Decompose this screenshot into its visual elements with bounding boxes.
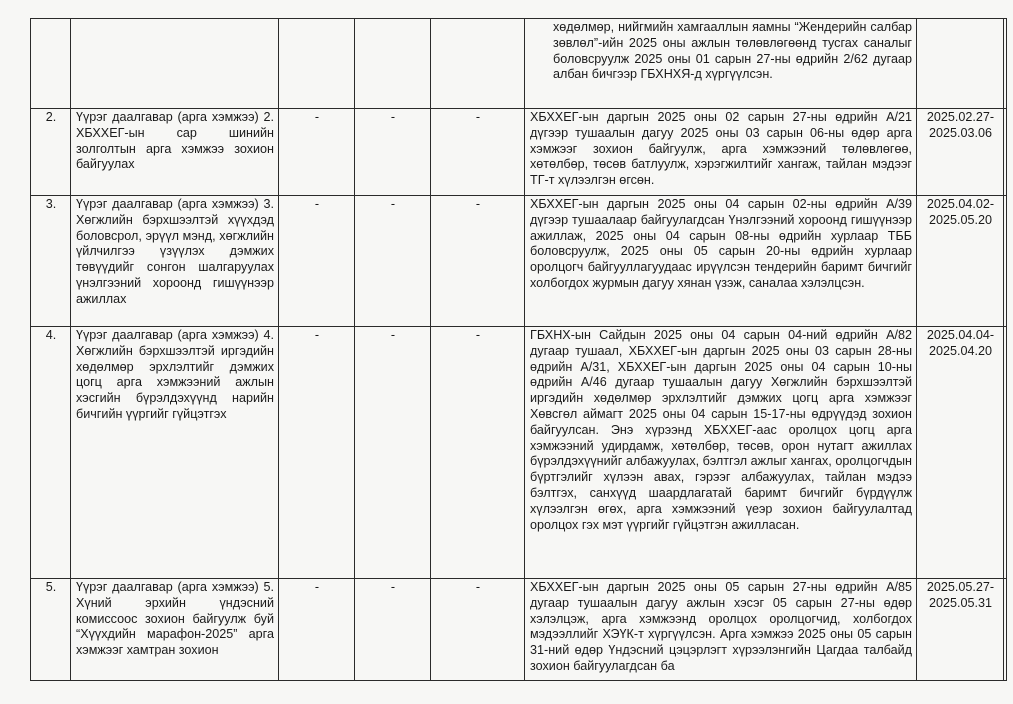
edge-cell [1004,579,1007,681]
date-to: 2025.04.20 [928,343,993,358]
row-number: 5. [31,579,71,681]
report-table [30,18,1007,681]
column-5-cell [431,19,525,109]
column-5-cell: - [431,327,525,579]
date-to: 2025.03.06 [928,125,993,140]
task-cell: Үүрэг даалгавар (арга хэмжээ) 4. Хөгжлийн бэрхшээлтэй иргэдийн хөдөлмөр эрхлэлтийг дэмжих цогц арга хэмжээний ажлын хэсгийн бүрэлдэхүүнд нарийн бичгийн үүргийг гүйцэтгэх [71,327,279,579]
date-cell [917,327,1004,579]
description-text: хөдөлмөр, нийгмийн хамгааллын яамны “Жендерийн салбар зөвлөл”-ийн 2025 оны ажлын төлөвлөгөөнд тусгах саналыг боловсруулж 2025 оны 01 сарын 27-ны өдрийн 2/62 дугаар албан бичгээр ГБХНХЯ-д хүргүүлсэн. [553,20,912,82]
column-3-cell: - [279,196,355,327]
row-number [31,19,71,109]
table-row [31,109,1007,196]
table-row [31,19,1007,109]
description-cell: ХБХХЕГ-ын даргын 2025 оны 05 сарын 27-ны өдрийн А/85 дугаар тушаалын дагуу ажлын хэсэг 05 сарын 27-ны өдөр хэлэлцэж, арга хэмжээнд оролцох оролцогчид, холбогдох мэдээллийг ХЭҮК-т хүргүүлсэн. Арга хэмжээ 2025 оны 05 сарын 31-ний өдөр Үндэсний цэцэрлэгт хүрээлэнгийн Цагдаа талбайд зохион байгуулагдсан ба [525,579,917,681]
column-5-cell: - [431,579,525,681]
edge-cell [1004,327,1007,579]
date-to: 2025.05.31 [928,595,993,610]
task-cell [71,19,279,109]
description-cell: ХБХХЕГ-ын даргын 2025 оны 02 сарын 27-ны өдрийн А/21 дүгээр тушаалын дагуу 2025 оны 03 сарын 06-ны өдөр арга хэмжээг зохион байгуулж, арга хэмжээний төлөвлөгөө, хөтөлбөр, төсөв батлуулж, хэрэгжилтийг хангаж, тайлан мэдээг ТГ-т хүлээлгэн өгсөн. [525,109,917,196]
edge-cell [1004,109,1007,196]
description-cell: ГБХНХ-ын Сайдын 2025 оны 04 сарын 04-ний өдрийн А/82 дугаар тушаал, ХБХХЕГ-ын даргын 2025 оны 03 сарын 28-ны өдрийн А/31, ХБХХЕГ-ын даргын 2025 оны 04 сарын 10-ны өдрийн А/46 дугаар тушаалын дагуу Хөгжлийн бэрхшээлтэй иргэдийн хөдөлмөр эрхлэлтийг дэмжих цогц арга хэмжээг Хөвсгөл аймагт 2025 оны 04 сарын 15-17-ны өдрүүдэд зохион байгуулсан. Энэ хүрээнд ХБХХЕГ-аас оролцох цогц арга хэмжээний удирдамж, хөтөлбөр, төсөв, орон нутагт ажиллах бүрэлдэхүүнийг албажуулах, бэлтгэл ажлыг хангах, оролцогчдын бүртгэлийг хүлээн авах, гэрээг албажуулах, тайлан мэдээ бэлтгэх, санхүүд шаардлагатай баримт бичгийг бүрдүүлж хүлээлгэн өгөх, арга хэмжээний үеэр зохион байгуулалтад оролцох гэх мэт үүргийг гүйцэтгэн ажилласан. [525,327,917,579]
date-from: 2025.04.04- [926,328,995,342]
column-4-cell: - [355,109,431,196]
column-3-cell: - [279,579,355,681]
task-cell: Үүрэг даалгавар (арга хэмжээ) 3. Хөгжлийн бэрхшээлтэй хүүхдэд боловсрол, эрүүл мэнд, хөгжлийн үйлчилгээ үзүүлэх дэмжих төвүүдийг сонгон шалгаруулах үнэлгээний хороонд гишүүнээр ажиллах [71,196,279,327]
column-5-cell: - [431,109,525,196]
date-cell [917,19,1004,109]
task-cell: Үүрэг даалгавар (арга хэмжээ) 2. ХБХХЕГ-ын сар шинийн золголтын арга хэмжээ зохион байгуулах [71,109,279,196]
date-from: 2025.04.02- [926,197,995,211]
row-number: 3. [31,196,71,327]
column-4-cell: - [355,196,431,327]
table-row [31,196,1007,327]
date-cell [917,109,1004,196]
column-5-cell: - [431,196,525,327]
task-cell: Үүрэг даалгавар (арга хэмжээ) 5. Хүний эрхийн үндэсний комиссоос зохион байгуулж буй “Хүүхдийн марафон-2025” арга хэмжээг хамтран зохион [71,579,279,681]
row-number: 4. [31,327,71,579]
edge-cell [1004,19,1007,109]
table-row [31,327,1007,579]
table-row [31,579,1007,681]
column-4-cell [355,19,431,109]
date-cell [917,196,1004,327]
column-3-cell [279,19,355,109]
date-from: 2025.02.27- [926,110,995,124]
column-4-cell: - [355,579,431,681]
edge-cell [1004,196,1007,327]
column-3-cell: - [279,109,355,196]
date-to: 2025.05.20 [928,212,993,227]
description-cell: ХБХХЕГ-ын даргын 2025 оны 04 сарын 02-ны өдрийн А/39 дүгээр тушаалаар байгуулагдсан Үнэлгээний хороонд гишүүнээр ажиллаж, 2025 оны 04 сарын 08-ны өдрийн хурлаар ТББ боловсруулж, 2025 оны 05 сарын 20-ны өдрийн хурлаар оролцогч байгууллагуудаас ирүүлсэн тендерийн баримт бичгийг холбогдох журмын дагуу хянан үзэж, саналаа хэлэлцсэн. [525,196,917,327]
row-number: 2. [31,109,71,196]
column-3-cell: - [279,327,355,579]
description-cell [525,19,917,109]
date-from: 2025.05.27- [926,580,995,594]
column-4-cell: - [355,327,431,579]
date-cell [917,579,1004,681]
